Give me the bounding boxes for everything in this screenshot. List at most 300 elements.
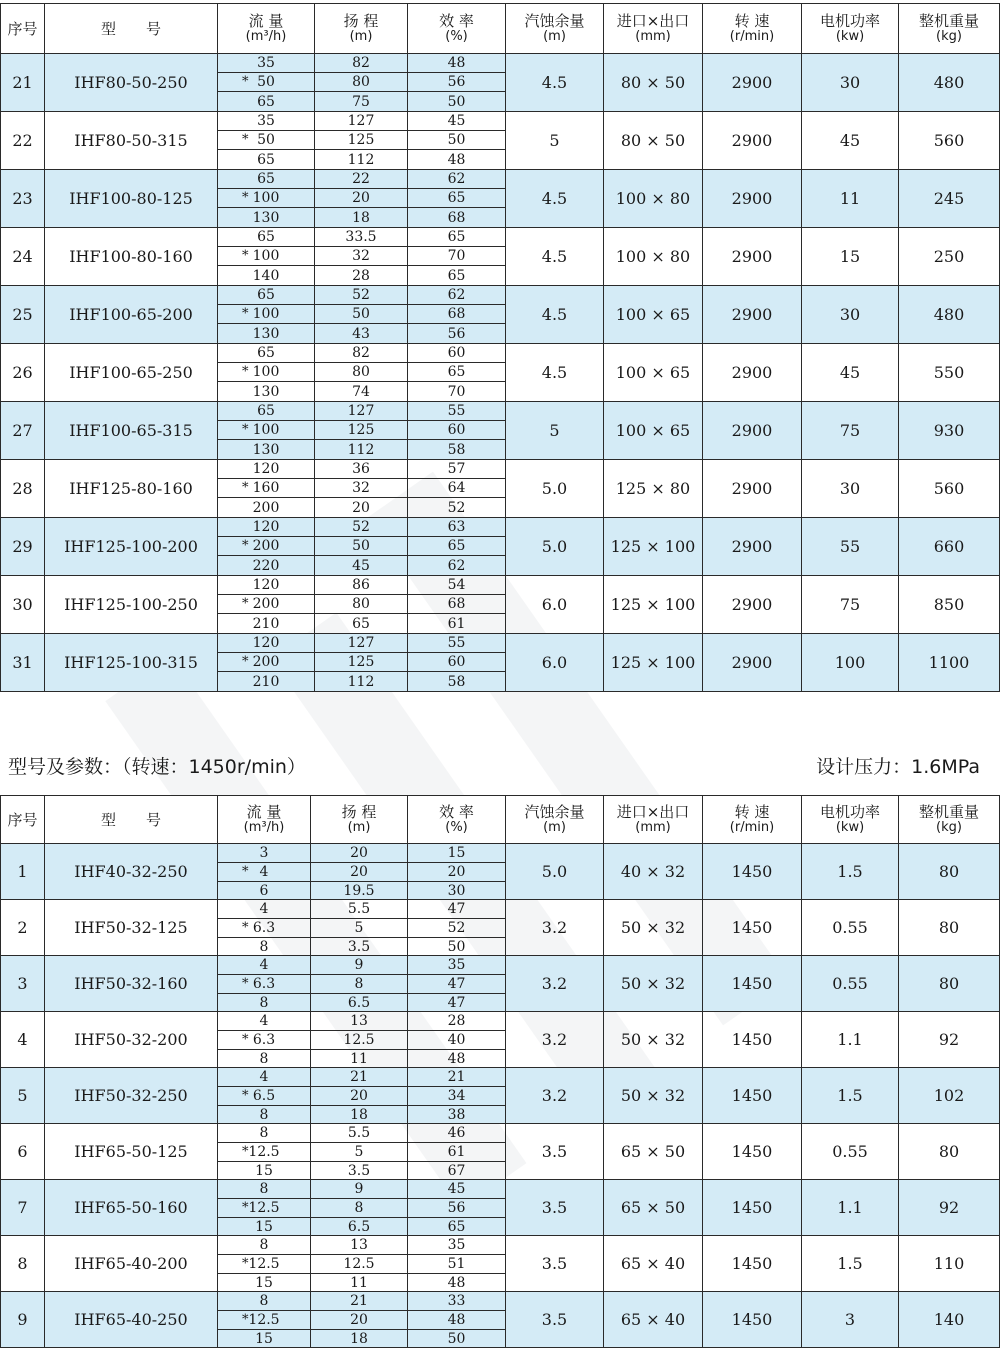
flow-text: 12.5 (248, 1256, 280, 1272)
eff-value: 63 (408, 518, 506, 537)
port-value: 100 × 65 (604, 286, 703, 344)
table-row (1, 460, 1000, 479)
power-value: 30 (802, 460, 899, 518)
eff-value: 65 (408, 228, 506, 247)
power-value: 1.5 (802, 1236, 899, 1292)
flow-text: 50 (257, 74, 275, 90)
rated-point-mark: * (242, 422, 249, 438)
row-no: 29 (1, 518, 45, 576)
weight-value: 250 (899, 228, 1000, 286)
table-row (1, 1068, 1000, 1087)
power-value: 30 (802, 286, 899, 344)
weight-value: 102 (899, 1068, 1000, 1124)
power-value: 11 (802, 170, 899, 228)
eff-value: 47 (408, 994, 506, 1012)
head-value: 45 (315, 556, 408, 576)
flow-text: 130 (252, 383, 280, 400)
flow-value (218, 286, 315, 305)
flow-value (218, 672, 315, 692)
eff-value: 55 (408, 402, 506, 421)
eff-value: 47 (408, 975, 506, 994)
weight-value: 480 (899, 286, 1000, 344)
model-name: IHF125-100-200 (45, 518, 218, 576)
section-heading (8, 752, 980, 780)
model-name: IHF50-32-200 (45, 1012, 218, 1068)
flow-value (218, 1180, 311, 1199)
port-value: 65 × 40 (604, 1236, 703, 1292)
head-value: 112 (315, 440, 408, 460)
head-value: 6.5 (311, 1218, 408, 1236)
rated-point-mark: * (242, 596, 249, 612)
rated-point-mark: * (242, 248, 249, 264)
weight-value: 80 (899, 1124, 1000, 1180)
power-value: 75 (802, 402, 899, 460)
weight-value: 550 (899, 344, 1000, 402)
model-name: IHF100-80-125 (45, 170, 218, 228)
flow-value (218, 382, 315, 402)
flow-value (218, 919, 311, 938)
table-row (1, 54, 1000, 73)
weight-value: 560 (899, 460, 1000, 518)
rated-point-mark: * (242, 1088, 249, 1104)
eff-value: 45 (408, 112, 506, 131)
flow-value (218, 421, 315, 440)
port-value: 100 × 80 (604, 228, 703, 286)
flow-text: 65 (257, 151, 275, 168)
flow-text: 100 (252, 248, 280, 264)
head-value: 12.5 (311, 1031, 408, 1050)
power-value: 100 (802, 634, 899, 692)
eff-value: 34 (408, 1087, 506, 1106)
head-value: 5.5 (311, 900, 408, 919)
power-value: 1.1 (802, 1180, 899, 1236)
flow-text: 4 (259, 901, 269, 917)
table-header (1, 796, 1000, 844)
rated-point-mark: * (242, 1312, 249, 1328)
weight-value: 245 (899, 170, 1000, 228)
header-head: 扬 程 (m) (311, 796, 408, 844)
flow-value (218, 1330, 311, 1348)
flow-text: 4 (259, 864, 269, 880)
rated-point-mark: * (242, 864, 249, 880)
power-value: 45 (802, 344, 899, 402)
flow-text: 12.5 (248, 1144, 280, 1160)
row-no: 27 (1, 402, 45, 460)
flow-text: 200 (252, 654, 280, 670)
table-row (1, 170, 1000, 189)
flow-text: 4 (259, 957, 269, 973)
npsh-value: 4.5 (506, 54, 604, 112)
npsh-value: 3.5 (506, 1124, 604, 1180)
head-value: 18 (311, 1106, 408, 1124)
eff-value: 48 (408, 1311, 506, 1330)
head-value: 112 (315, 672, 408, 692)
flow-value (218, 1050, 311, 1068)
flow-value (218, 440, 315, 460)
flow-text: 120 (252, 461, 280, 477)
flow-text: 4 (259, 1013, 269, 1029)
flow-value (218, 131, 315, 150)
flow-value (218, 576, 315, 595)
flow-text: 130 (252, 441, 280, 458)
flow-text: 200 (252, 499, 280, 516)
speed-value: 1450 (703, 900, 802, 956)
speed-value: 2900 (703, 286, 802, 344)
flow-text: 8 (259, 994, 269, 1011)
table-row (1, 1292, 1000, 1311)
npsh-value: 4.5 (506, 286, 604, 344)
row-no: 24 (1, 228, 45, 286)
flow-value (218, 112, 315, 131)
eff-value: 45 (408, 1180, 506, 1199)
flow-value (218, 305, 315, 324)
port-value: 65 × 50 (604, 1124, 703, 1180)
npsh-value: 4.5 (506, 170, 604, 228)
port-value: 80 × 50 (604, 54, 703, 112)
header-power: 电机功率 (kw) (802, 796, 899, 844)
table-row (1, 634, 1000, 653)
header-speed: 转 速 (r/min) (703, 796, 802, 844)
flow-value (218, 150, 315, 170)
head-value: 11 (311, 1274, 408, 1292)
model-name: IHF50-32-250 (45, 1068, 218, 1124)
table-header (1, 4, 1000, 54)
flow-text: 15 (255, 1218, 273, 1235)
head-value: 9 (311, 1180, 408, 1199)
eff-value: 52 (408, 498, 506, 518)
flow-value (218, 1218, 311, 1236)
head-value: 20 (311, 1311, 408, 1330)
eff-value: 50 (408, 1330, 506, 1348)
npsh-value: 3.5 (506, 1236, 604, 1292)
eff-value: 40 (408, 1031, 506, 1050)
flow-value (218, 92, 315, 112)
flow-text: 15 (255, 1162, 273, 1179)
model-name: IHF125-80-160 (45, 460, 218, 518)
port-value: 40 × 32 (604, 844, 703, 900)
header-flow: 流 量 (m³/h) (218, 796, 311, 844)
model-name: IHF65-40-200 (45, 1236, 218, 1292)
power-value: 1.5 (802, 1068, 899, 1124)
row-no: 25 (1, 286, 45, 344)
eff-value: 55 (408, 634, 506, 653)
flow-text: 130 (252, 209, 280, 226)
eff-value: 58 (408, 440, 506, 460)
eff-value: 60 (408, 421, 506, 440)
power-value: 1.5 (802, 844, 899, 900)
head-value: 36 (315, 460, 408, 479)
eff-value: 61 (408, 1143, 506, 1162)
table-row (1, 518, 1000, 537)
power-value: 75 (802, 576, 899, 634)
power-value: 3 (802, 1292, 899, 1348)
port-value: 65 × 50 (604, 1180, 703, 1236)
row-no: 3 (1, 956, 45, 1012)
speed-value: 2900 (703, 576, 802, 634)
flow-text: 6 (259, 882, 269, 899)
flow-value (218, 266, 315, 286)
head-value: 82 (315, 54, 408, 73)
port-value: 125 × 80 (604, 460, 703, 518)
flow-text: 12.5 (248, 1312, 280, 1328)
flow-value (218, 498, 315, 518)
row-no: 5 (1, 1068, 45, 1124)
header-no: 序号 (1, 4, 45, 54)
flow-value (218, 1274, 311, 1292)
speed-value: 1450 (703, 1236, 802, 1292)
table-row (1, 402, 1000, 421)
row-no: 22 (1, 112, 45, 170)
eff-value: 51 (408, 1255, 506, 1274)
table-row (1, 1012, 1000, 1031)
eff-value: 50 (408, 938, 506, 956)
head-value: 3.5 (311, 938, 408, 956)
header-speed: 转 速 (r/min) (703, 4, 802, 54)
flow-value (218, 479, 315, 498)
model-name: IHF100-65-315 (45, 402, 218, 460)
flow-text: 6.5 (252, 1088, 276, 1104)
flow-text: 6.3 (252, 1032, 276, 1048)
head-value: 127 (315, 402, 408, 421)
flow-text: 65 (257, 229, 275, 245)
port-value: 65 × 40 (604, 1292, 703, 1348)
power-value: 45 (802, 112, 899, 170)
table-row (1, 576, 1000, 595)
header-model: 型 号 (45, 4, 218, 54)
rated-point-mark: * (242, 1200, 249, 1216)
flow-value (218, 994, 311, 1012)
header-head: 扬 程 (m) (315, 4, 408, 54)
flow-value (218, 344, 315, 363)
speed-value: 2900 (703, 170, 802, 228)
eff-value: 38 (408, 1106, 506, 1124)
eff-value: 62 (408, 170, 506, 189)
port-value: 100 × 65 (604, 402, 703, 460)
npsh-value: 5 (506, 112, 604, 170)
head-value: 50 (315, 305, 408, 324)
flow-text: 3 (259, 845, 269, 861)
eff-value: 65 (408, 1218, 506, 1236)
flow-value (218, 1087, 311, 1106)
flow-value (218, 189, 315, 208)
flow-value (218, 882, 311, 900)
flow-text: 65 (257, 345, 275, 361)
head-value: 13 (311, 1236, 408, 1255)
speed-value: 1450 (703, 844, 802, 900)
port-value: 100 × 80 (604, 170, 703, 228)
flow-value (218, 614, 315, 634)
flow-value (218, 900, 311, 919)
power-value: 30 (802, 54, 899, 112)
eff-value: 68 (408, 208, 506, 228)
flow-value (218, 653, 315, 672)
header-no: 序号 (1, 796, 45, 844)
head-value: 127 (315, 112, 408, 131)
flow-text: 65 (257, 287, 275, 303)
flow-value (218, 556, 315, 576)
head-value: 19.5 (311, 882, 408, 900)
head-value: 125 (315, 653, 408, 672)
head-value: 52 (315, 518, 408, 537)
head-value: 6.5 (311, 994, 408, 1012)
speed-value: 1450 (703, 1292, 802, 1348)
row-no: 28 (1, 460, 45, 518)
flow-value (218, 518, 315, 537)
row-no: 7 (1, 1180, 45, 1236)
rated-point-mark: * (242, 538, 249, 554)
flow-value (218, 975, 311, 994)
head-value: 80 (315, 363, 408, 382)
head-value: 18 (315, 208, 408, 228)
model-name: IHF40-32-250 (45, 844, 218, 900)
eff-value: 70 (408, 247, 506, 266)
flow-text: 8 (259, 938, 269, 955)
flow-text: 6.3 (252, 976, 276, 992)
flow-text: 100 (252, 306, 280, 322)
eff-value: 65 (408, 537, 506, 556)
eff-value: 48 (408, 1050, 506, 1068)
eff-value: 68 (408, 305, 506, 324)
speed-value: 1450 (703, 1124, 802, 1180)
flow-value (218, 1292, 311, 1311)
speed-value: 2900 (703, 228, 802, 286)
head-value: 22 (315, 170, 408, 189)
power-value: 0.55 (802, 1124, 899, 1180)
flow-value (218, 1124, 311, 1143)
eff-value: 57 (408, 460, 506, 479)
npsh-value: 6.0 (506, 634, 604, 692)
pump-table-2900 (0, 3, 1000, 692)
head-value: 75 (315, 92, 408, 112)
npsh-value: 5.0 (506, 460, 604, 518)
port-value: 125 × 100 (604, 576, 703, 634)
power-value: 1.1 (802, 1012, 899, 1068)
flow-text: 35 (257, 55, 275, 71)
flow-value (218, 1106, 311, 1124)
eff-value: 35 (408, 1236, 506, 1255)
rated-point-mark: * (242, 1032, 249, 1048)
flow-value (218, 595, 315, 614)
weight-value: 560 (899, 112, 1000, 170)
speed-value: 2900 (703, 54, 802, 112)
flow-value (218, 73, 315, 92)
eff-value: 62 (408, 286, 506, 305)
row-no: 6 (1, 1124, 45, 1180)
flow-value (218, 634, 315, 653)
power-value: 55 (802, 518, 899, 576)
speed-value: 2900 (703, 634, 802, 692)
flow-value (218, 863, 311, 882)
flow-text: 6.3 (252, 920, 276, 936)
flow-text: 140 (252, 267, 280, 284)
flow-text: 120 (252, 577, 280, 593)
weight-value: 92 (899, 1180, 1000, 1236)
model-name: IHF65-50-160 (45, 1180, 218, 1236)
flow-value (218, 228, 315, 247)
npsh-value: 4.5 (506, 344, 604, 402)
power-value: 0.55 (802, 900, 899, 956)
head-value: 21 (311, 1292, 408, 1311)
model-name: IHF100-65-250 (45, 344, 218, 402)
head-value: 11 (311, 1050, 408, 1068)
weight-value: 660 (899, 518, 1000, 576)
port-value: 50 × 32 (604, 1068, 703, 1124)
speed-value: 2900 (703, 344, 802, 402)
flow-text: 4 (259, 1069, 269, 1085)
flow-text: 8 (259, 1181, 269, 1197)
head-value: 3.5 (311, 1162, 408, 1180)
speed-value: 2900 (703, 112, 802, 170)
model-name: IHF100-65-200 (45, 286, 218, 344)
row-no: 4 (1, 1012, 45, 1068)
flow-value (218, 460, 315, 479)
eff-value: 28 (408, 1012, 506, 1031)
model-name: IHF50-32-160 (45, 956, 218, 1012)
eff-value: 67 (408, 1162, 506, 1180)
rated-point-mark: * (242, 132, 249, 148)
head-value: 13 (311, 1012, 408, 1031)
rated-point-mark: * (242, 364, 249, 380)
row-no: 2 (1, 900, 45, 956)
eff-value: 15 (408, 844, 506, 863)
npsh-value: 5.0 (506, 844, 604, 900)
port-value: 50 × 32 (604, 956, 703, 1012)
head-value: 20 (311, 1087, 408, 1106)
flow-text: 100 (252, 422, 280, 438)
eff-value: 70 (408, 382, 506, 402)
eff-value: 52 (408, 919, 506, 938)
flow-text: 35 (257, 113, 275, 129)
npsh-value: 5.0 (506, 518, 604, 576)
flow-text: 210 (252, 615, 280, 632)
head-value: 8 (311, 1199, 408, 1218)
flow-text: 12.5 (248, 1200, 280, 1216)
flow-text: 65 (257, 93, 275, 110)
eff-value: 56 (408, 324, 506, 344)
rated-point-mark: * (242, 480, 249, 496)
eff-value: 58 (408, 672, 506, 692)
speed-value: 2900 (703, 402, 802, 460)
row-no: 23 (1, 170, 45, 228)
flow-value (218, 1199, 311, 1218)
header-power: 电机功率 (kw) (802, 4, 899, 54)
flow-text: 8 (259, 1050, 269, 1067)
head-value: 80 (315, 73, 408, 92)
port-value: 50 × 32 (604, 900, 703, 956)
table-row (1, 112, 1000, 131)
speed-value: 1450 (703, 1180, 802, 1236)
header-weight: 整机重量 (kg) (899, 796, 1000, 844)
table-row (1, 1180, 1000, 1199)
weight-value: 80 (899, 900, 1000, 956)
table-row (1, 344, 1000, 363)
eff-value: 68 (408, 595, 506, 614)
head-value: 20 (315, 498, 408, 518)
head-value: 65 (315, 614, 408, 634)
head-value: 9 (311, 956, 408, 975)
flow-text: 8 (259, 1125, 269, 1141)
head-value: 52 (315, 286, 408, 305)
flow-text: 8 (259, 1106, 269, 1123)
weight-value: 80 (899, 956, 1000, 1012)
head-value: 74 (315, 382, 408, 402)
header-flow: 流 量 (m³/h) (218, 4, 315, 54)
flow-value (218, 956, 311, 975)
rated-point-mark: * (242, 976, 249, 992)
flow-text: 220 (252, 557, 280, 574)
table-row (1, 956, 1000, 975)
head-value: 112 (315, 150, 408, 170)
